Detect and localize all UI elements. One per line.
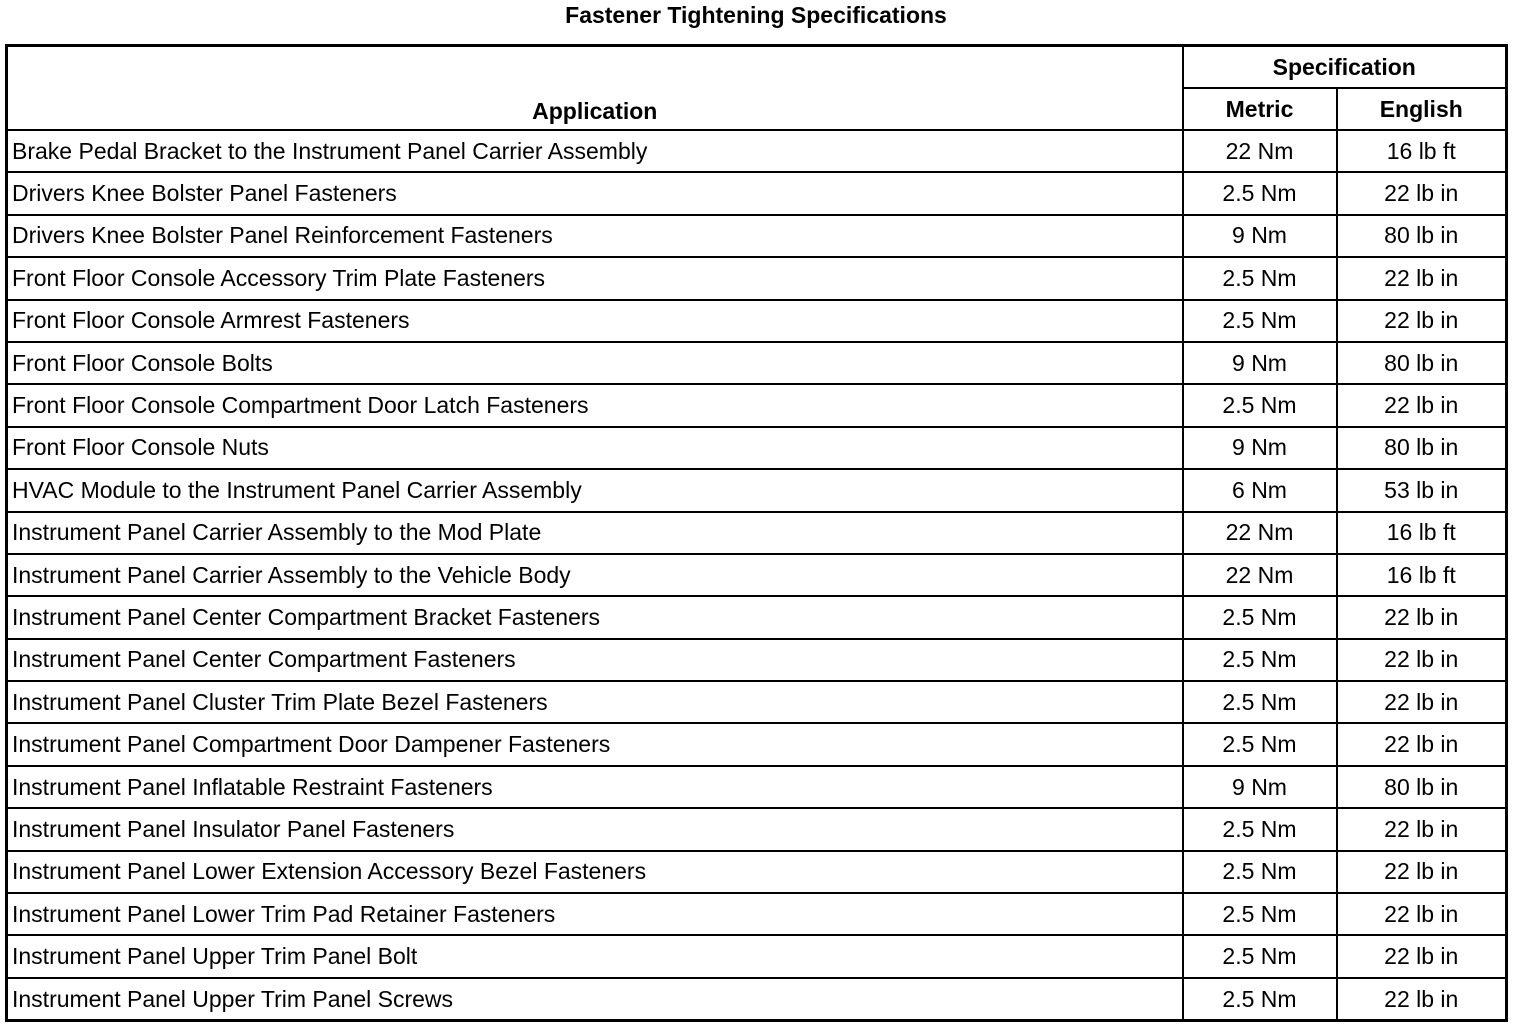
table-row (7, 766, 1507, 808)
metric-cell: 22 Nm (1183, 512, 1337, 554)
application-cell: Instrument Panel Carrier Assembly to the Mod Plate (7, 512, 1183, 554)
table-row (7, 808, 1507, 850)
table-row (7, 893, 1507, 935)
table-row (7, 172, 1507, 214)
application-cell: Instrument Panel Cluster Trim Plate Bezel Fasteners (7, 681, 1183, 723)
metric-cell: 6 Nm (1183, 469, 1337, 511)
application-cell: Instrument Panel Compartment Door Dampener Fasteners (7, 723, 1183, 765)
english-cell: 22 lb in (1337, 723, 1507, 765)
metric-cell: 9 Nm (1183, 766, 1337, 808)
metric-cell: 22 Nm (1183, 554, 1337, 596)
english-cell: 53 lb in (1337, 469, 1507, 511)
english-cell: 80 lb in (1337, 342, 1507, 384)
application-cell: Front Floor Console Compartment Door Latch Fasteners (7, 384, 1183, 426)
english-cell: 80 lb in (1337, 215, 1507, 257)
metric-cell: 2.5 Nm (1183, 978, 1337, 1021)
spec-table (5, 44, 1508, 1022)
spec-table-body (7, 130, 1507, 1021)
table-row (7, 681, 1507, 723)
metric-cell: 2.5 Nm (1183, 723, 1337, 765)
header-row-top (7, 46, 1507, 89)
application-cell: Instrument Panel Center Compartment Fasteners (7, 639, 1183, 681)
table-row (7, 469, 1507, 511)
english-header: English (1337, 88, 1507, 130)
table-row (7, 130, 1507, 172)
metric-cell: 9 Nm (1183, 342, 1337, 384)
metric-cell: 9 Nm (1183, 427, 1337, 469)
english-cell: 22 lb in (1337, 384, 1507, 426)
application-cell: Drivers Knee Bolster Panel Fasteners (7, 172, 1183, 214)
english-cell: 22 lb in (1337, 935, 1507, 977)
application-cell: Front Floor Console Accessory Trim Plate Fasteners (7, 257, 1183, 299)
application-cell: Instrument Panel Carrier Assembly to the Vehicle Body (7, 554, 1183, 596)
table-row (7, 554, 1507, 596)
application-cell: Instrument Panel Lower Extension Accessory Bezel Fasteners (7, 851, 1183, 893)
english-cell: 22 lb in (1337, 639, 1507, 681)
application-cell: Instrument Panel Upper Trim Panel Bolt (7, 935, 1183, 977)
application-cell: Front Floor Console Nuts (7, 427, 1183, 469)
application-cell: Front Floor Console Armrest Fasteners (7, 300, 1183, 342)
metric-cell: 2.5 Nm (1183, 300, 1337, 342)
table-row (7, 257, 1507, 299)
table-row (7, 639, 1507, 681)
table-row (7, 978, 1507, 1021)
application-cell: Instrument Panel Lower Trim Pad Retainer Fasteners (7, 893, 1183, 935)
english-cell: 16 lb ft (1337, 554, 1507, 596)
english-cell: 22 lb in (1337, 681, 1507, 723)
metric-header: Metric (1183, 88, 1337, 130)
table-row (7, 512, 1507, 554)
metric-cell: 2.5 Nm (1183, 257, 1337, 299)
english-cell: 16 lb ft (1337, 512, 1507, 554)
english-cell: 22 lb in (1337, 978, 1507, 1021)
english-cell: 22 lb in (1337, 596, 1507, 638)
application-cell: Instrument Panel Center Compartment Bracket Fasteners (7, 596, 1183, 638)
english-cell: 22 lb in (1337, 808, 1507, 850)
metric-cell: 9 Nm (1183, 215, 1337, 257)
table-row (7, 300, 1507, 342)
metric-cell: 22 Nm (1183, 130, 1337, 172)
english-cell: 80 lb in (1337, 766, 1507, 808)
metric-cell: 2.5 Nm (1183, 893, 1337, 935)
metric-cell: 2.5 Nm (1183, 596, 1337, 638)
application-cell: Front Floor Console Bolts (7, 342, 1183, 384)
page-title: Fastener Tightening Specifications (565, 2, 947, 28)
metric-cell: 2.5 Nm (1183, 639, 1337, 681)
metric-cell: 2.5 Nm (1183, 935, 1337, 977)
english-cell: 16 lb ft (1337, 130, 1507, 172)
spec-table-header (7, 46, 1507, 131)
metric-cell: 2.5 Nm (1183, 172, 1337, 214)
metric-cell: 2.5 Nm (1183, 808, 1337, 850)
table-row (7, 596, 1507, 638)
specification-header: Specification (1183, 46, 1507, 89)
application-cell: Instrument Panel Insulator Panel Fasteners (7, 808, 1183, 850)
english-cell: 22 lb in (1337, 172, 1507, 214)
metric-cell: 2.5 Nm (1183, 851, 1337, 893)
table-row (7, 384, 1507, 426)
application-cell: Instrument Panel Inflatable Restraint Fasteners (7, 766, 1183, 808)
application-header: Application (7, 46, 1183, 131)
application-cell: Brake Pedal Bracket to the Instrument Panel Carrier Assembly (7, 130, 1183, 172)
metric-cell: 2.5 Nm (1183, 681, 1337, 723)
english-cell: 22 lb in (1337, 257, 1507, 299)
application-cell: HVAC Module to the Instrument Panel Carrier Assembly (7, 469, 1183, 511)
english-cell: 22 lb in (1337, 300, 1507, 342)
table-row (7, 935, 1507, 977)
application-cell: Instrument Panel Upper Trim Panel Screws (7, 978, 1183, 1021)
table-row (7, 342, 1507, 384)
table-row (7, 215, 1507, 257)
english-cell: 80 lb in (1337, 427, 1507, 469)
table-row (7, 723, 1507, 765)
english-cell: 22 lb in (1337, 893, 1507, 935)
application-cell: Drivers Knee Bolster Panel Reinforcement Fasteners (7, 215, 1183, 257)
table-row (7, 851, 1507, 893)
table-row (7, 427, 1507, 469)
english-cell: 22 lb in (1337, 851, 1507, 893)
metric-cell: 2.5 Nm (1183, 384, 1337, 426)
